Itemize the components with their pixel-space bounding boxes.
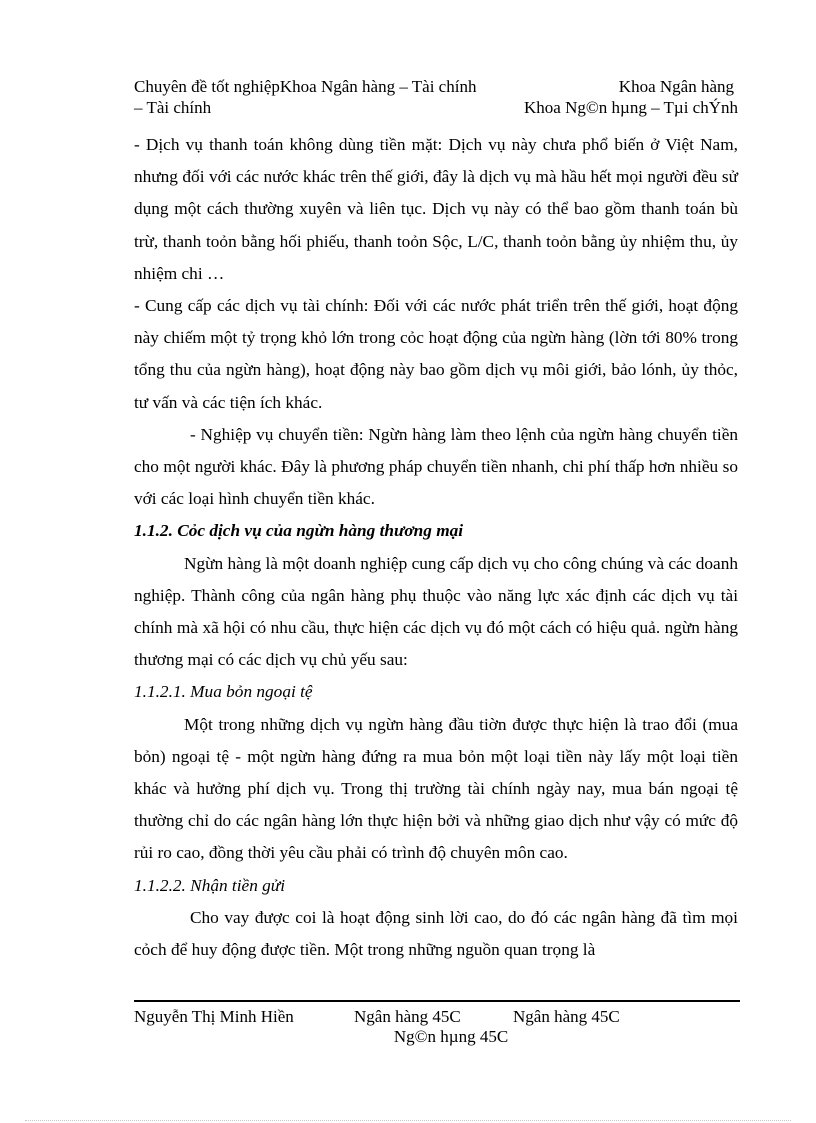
subsection-heading-1-1-2-2: 1.1.2.2. Nhận tiền gửi [134, 875, 286, 895]
footer-class-b: Ngân hàng 45C [513, 1007, 620, 1026]
paragraph-bank-intro: Ngừn hàng là một doanh nghiệp cung cấp dịch vụ cho công chúng và các doanh nghiệp. Thành công của ngân hàng phụ thuộc vào năng lực xác định các dịch vụ tài chính mà xã hội có nhu cầu, thực hiện các dịch vụ đó một cách có hiệu quả. ngừn hàng thương mại có các dịch vụ chủ yếu sau: [134, 553, 738, 670]
footer-line-2 [134, 1027, 740, 1047]
header-line-2 [134, 97, 738, 118]
document-body [134, 129, 738, 966]
page-edge-divider [25, 1120, 791, 1121]
footer-divider [134, 1000, 740, 1002]
footer-author: Nguyễn Thị Minh Hiền [134, 1007, 294, 1026]
header-title-right: Khoa Ngân hàng [618, 77, 734, 96]
footer-class-a: Ngân hàng 45C [354, 1007, 461, 1026]
paragraph-foreign-exchange: Một trong những dịch vụ ngừn hàng đầu tiờn được thực hiện là trao đổi (mua bỏn) ngoại tệ - một ngừn hàng đứng ra mua bỏn một loại tiền này lấy một loại tiền khác và hưởng phí dịch vụ. Trong thị trường tài chính ngày nay, mua bán ngoại tệ thường chỉ do các ngân hàng lớn thực hiện bởi và những giao dịch như vậy có mức độ rủi ro cao, đồng thời yêu cầu phải có trình độ chuyên môn cao. [134, 714, 738, 863]
paragraph-money-transfer: - Nghiệp vụ chuyển tiền: Ngừn hàng làm theo lệnh của ngừn hàng chuyển tiền cho một người khác. Đây là phương pháp chuyển tiền nhanh, chi phí thấp hơn nhiều so với các loại hình chuyển tiền khác. [134, 424, 738, 509]
footer-class-c: Ng©n hµng 45C [393, 1027, 509, 1046]
header-line-1 [134, 76, 738, 97]
subsection-heading-1-1-2-1: 1.1.2.1. Mua bỏn ngoại tệ [134, 682, 313, 702]
section-heading-1-1-2: 1.1.2. Cỏc dịch vụ của ngừn hàng thương mại [134, 521, 464, 541]
header-department: Khoa Ng©n hµng – Tµi chÝnh [524, 98, 738, 117]
footer-line-1 [134, 1007, 740, 1027]
paragraph-deposits: Cho vay được coi là hoạt động sinh lời cao, do đó các ngân hàng đã tìm mọi cỏch để huy động được tiền. Một trong những nguồn quan trọng là [134, 907, 738, 960]
page-footer [134, 1007, 740, 1047]
header-title-left: Chuyên đề tốt nghiệpKhoa Ngân hàng – Tài chính [134, 77, 477, 96]
page-header [134, 76, 738, 118]
paragraph-financial-services: - Cung cấp các dịch vụ tài chính: Đối với các nước phát triển trên thế giới, hoạt động này chiếm một tỷ trọng khỏ lớn trong cỏc hoạt động của ngừn hàng (lờn tới 80% trong tổng thu của ngừn hàng), hoạt động này bao gồm dịch vụ môi giới, bảo lónh, ủy thỏc, tư vấn và các tiện ích khác. [134, 296, 738, 412]
header-continuation: – Tài chính [134, 98, 212, 117]
paragraph-cashless-payment: - Dịch vụ thanh toán không dùng tiền mặt: Dịch vụ này chưa phổ biến ở Việt Nam, nhưng đối với các nước khác trên thế giới, đây là dịch vụ mà hầu hết mọi người đều sử dụng một cách thường xuyên và liên tục. Dịch vụ này có thể bao gồm thanh toán bù trừ, thanh toỏn bằng hối phiếu, thanh toỏn Sộc, L/C, thanh toỏn bằng ủy nhiệm thu, ủy nhiệm chi … [134, 135, 738, 283]
